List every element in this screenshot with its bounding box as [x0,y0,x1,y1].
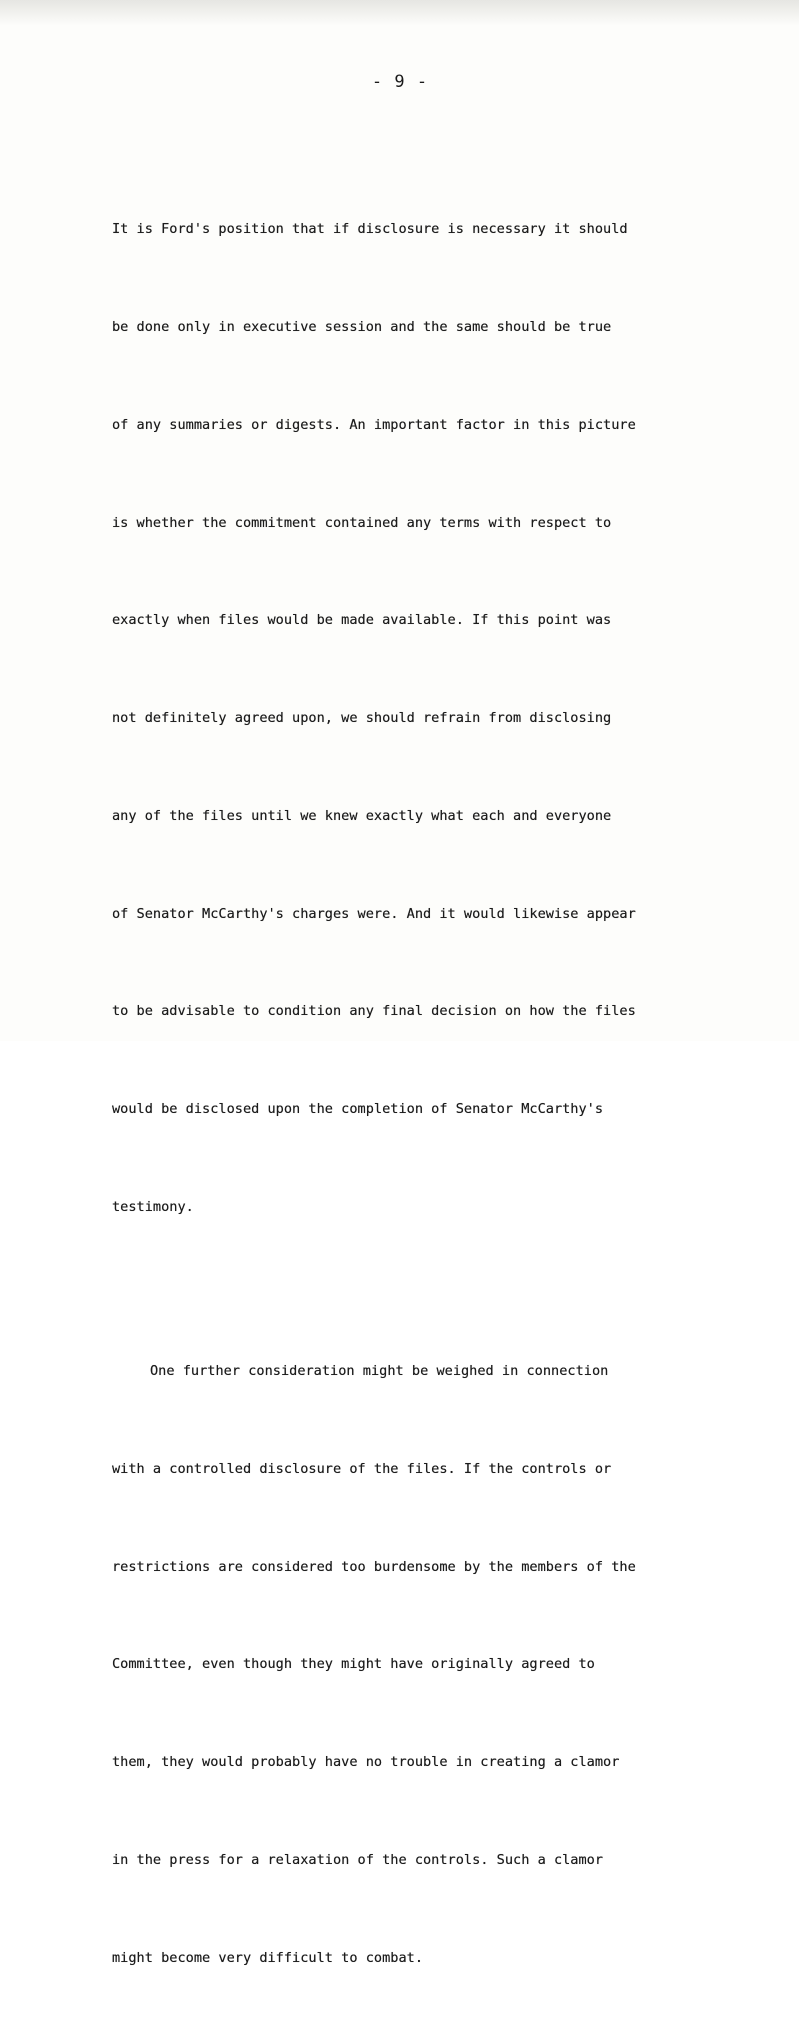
text-line: with a controlled disclosure of the files. If the controls or [112,1460,612,1477]
text-line: to be advisable to condition any final decision on how the files [112,1003,636,1020]
text-line: them, they would probably have no trouble in creating a clamor [112,1754,620,1771]
text-line: Committee, even though they might have originally agreed to [112,1656,595,1673]
text-line: not definitely agreed upon, we should refrain from disclosing [112,710,612,727]
text-line: would be disclosed upon the completion of Senator McCarthy's [112,1101,604,1118]
text-line: be done only in executive session and the same should be true [112,318,612,335]
text-line: is whether the commitment contained any terms with respect to [112,514,612,531]
text-line: might become very difficult to combat. [112,1949,423,1966]
text-line: One further consideration might be weighed in connection [150,1362,609,1379]
text-line: testimony. [112,1199,194,1215]
text-line: exactly when files would be made available. If this point was [112,612,612,629]
text-line: of Senator McCarthy's charges were. And it would likewise appear [112,905,636,922]
document-body [112,148,652,2039]
text-line: It is Ford's position that if disclosure is necessary it should [112,221,628,238]
text-line: any of the files until we knew exactly what each and everyone [112,807,612,824]
page-number: - 9 - [371,72,429,92]
text-line: in the press for a relaxation of the controls. Such a clamor [112,1851,604,1868]
paragraph-2 [112,1290,652,2039]
text-line: of any summaries or digests. An important factor in this picture [112,416,636,433]
page-top-edge [0,0,799,26]
paragraph-1 [112,148,652,1289]
text-line: restrictions are considered too burdensome by the members of the [112,1558,636,1575]
